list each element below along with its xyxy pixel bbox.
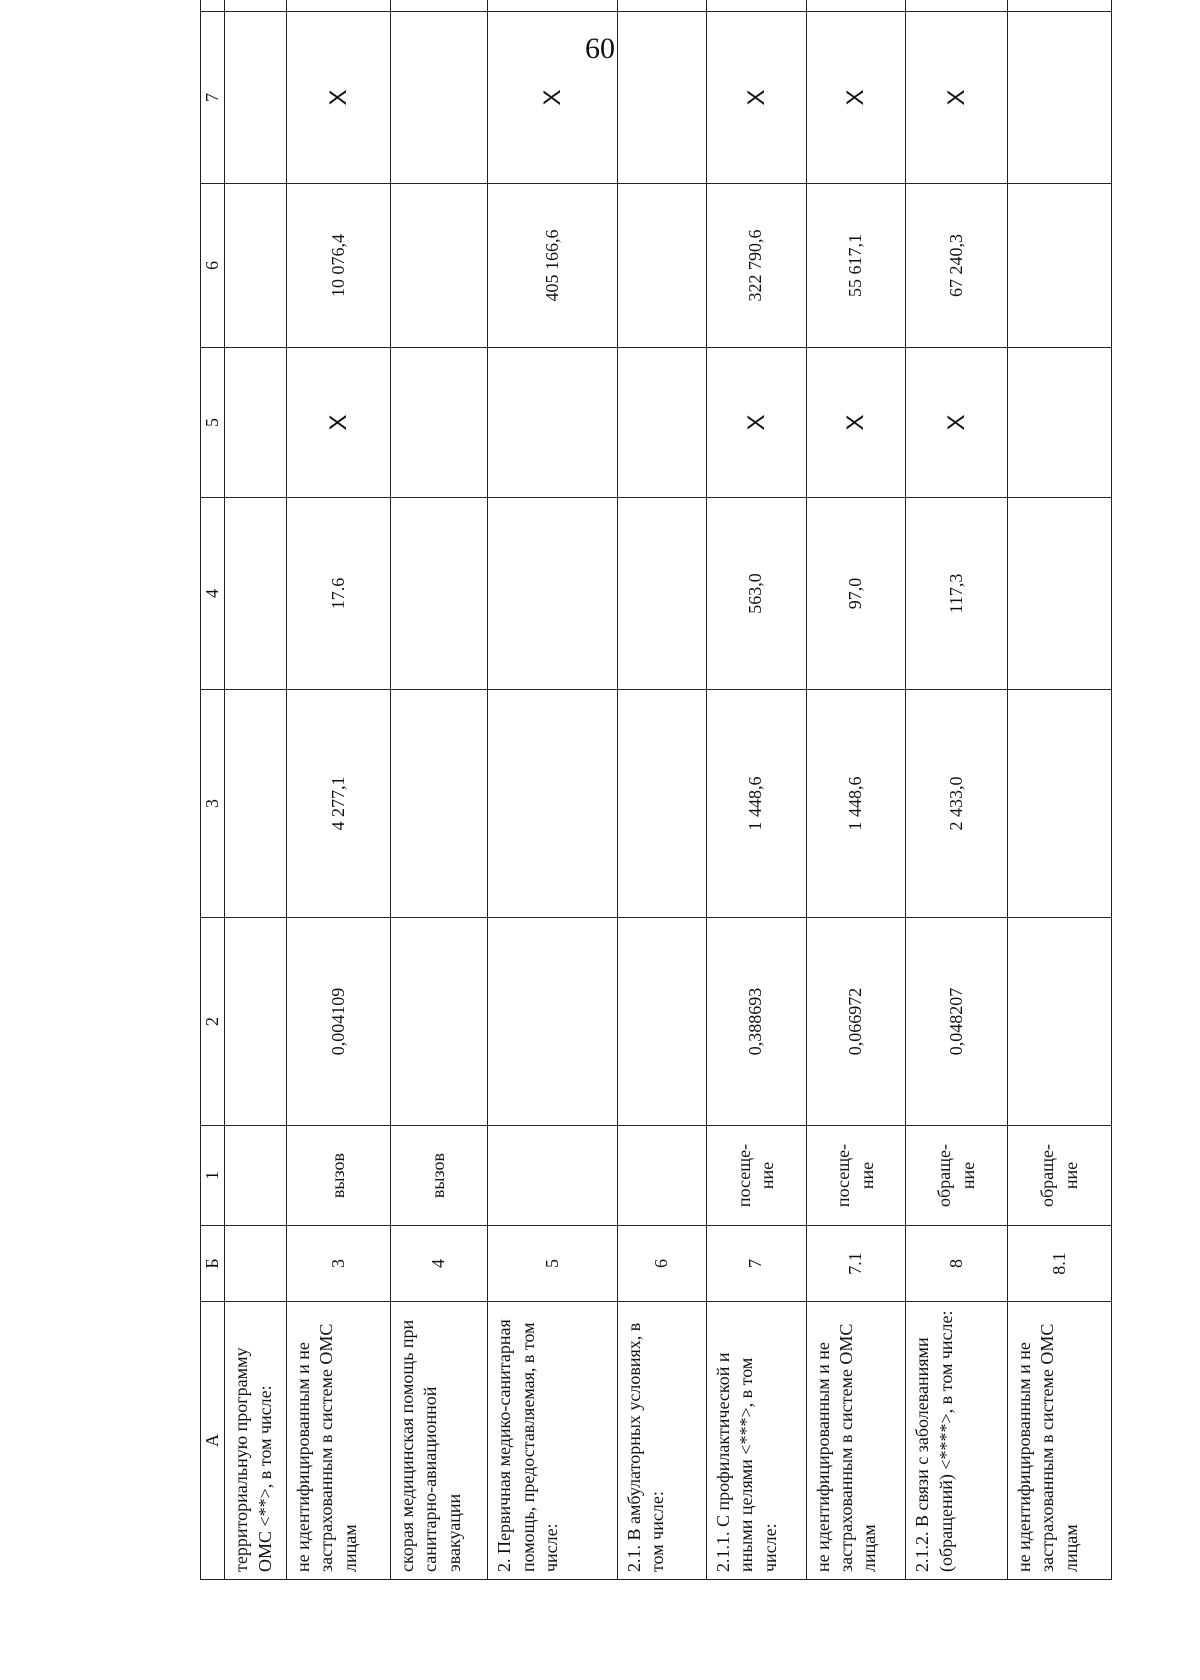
value-cell bbox=[225, 498, 287, 690]
value-cell bbox=[617, 12, 706, 184]
value-cell bbox=[617, 0, 706, 12]
data-table bbox=[200, 0, 1112, 1580]
value-cell bbox=[1008, 690, 1112, 918]
row-label: не идентифицированным и не застрахованным в системе ОМС лицам bbox=[286, 1302, 390, 1580]
value-cell: 0,004109 bbox=[286, 918, 390, 1126]
row-number: 7 bbox=[706, 1226, 806, 1302]
column-header: 7 bbox=[201, 12, 225, 184]
row-number: 6 bbox=[617, 1226, 706, 1302]
value-cell bbox=[225, 0, 287, 12]
value-cell bbox=[1008, 348, 1112, 498]
value-cell: X bbox=[286, 12, 390, 184]
header-row bbox=[201, 0, 225, 1580]
value-cell: 67 240,3 bbox=[906, 184, 1008, 348]
unit-cell: посеще-ние bbox=[806, 1126, 906, 1226]
value-cell: 1 448,6 bbox=[806, 690, 906, 918]
value-cell: X bbox=[806, 12, 906, 184]
column-header: А bbox=[201, 1302, 225, 1580]
value-cell: 563,0 bbox=[706, 498, 806, 690]
value-cell: 0,048207 bbox=[906, 918, 1008, 1126]
value-cell bbox=[488, 0, 617, 12]
unit-cell bbox=[488, 1126, 617, 1226]
value-cell: 0,388693 bbox=[706, 918, 806, 1126]
unit-cell bbox=[225, 1126, 287, 1226]
column-header bbox=[201, 0, 225, 12]
table-row bbox=[286, 0, 390, 1580]
value-cell: 2 433,0 bbox=[906, 690, 1008, 918]
row-number bbox=[225, 1226, 287, 1302]
table-row bbox=[906, 0, 1008, 1580]
value-cell bbox=[390, 348, 488, 498]
unit-cell: обраще-ние bbox=[1008, 1126, 1112, 1226]
value-cell: 322 790,6 bbox=[706, 184, 806, 348]
value-cell: X bbox=[906, 12, 1008, 184]
table-row bbox=[225, 0, 287, 1580]
value-cell bbox=[390, 184, 488, 348]
row-label: скорая медицинская помощь при санитарно-авиационной эвакуации bbox=[390, 1302, 488, 1580]
value-cell bbox=[488, 498, 617, 690]
value-cell bbox=[390, 12, 488, 184]
row-label: территориальную программу ОМС <**>, в том числе: bbox=[225, 1302, 287, 1580]
row-label: 2. Первичная медико-санитарная помощь, предоставляемая, в том числе: bbox=[488, 1302, 617, 1580]
column-header: 3 bbox=[201, 690, 225, 918]
row-number: 8 bbox=[906, 1226, 1008, 1302]
value-cell bbox=[806, 0, 906, 12]
column-header: Б bbox=[201, 1226, 225, 1302]
table-row bbox=[1008, 0, 1112, 1580]
table-row bbox=[617, 0, 706, 1580]
unit-cell bbox=[617, 1126, 706, 1226]
value-cell bbox=[390, 918, 488, 1126]
value-cell: 97,0 bbox=[806, 498, 906, 690]
value-cell bbox=[617, 498, 706, 690]
value-cell bbox=[1008, 918, 1112, 1126]
unit-cell: вызов bbox=[286, 1126, 390, 1226]
value-cell: X bbox=[806, 348, 906, 498]
value-cell: 405 166,6 bbox=[488, 184, 617, 348]
value-cell bbox=[390, 0, 488, 12]
column-header: 1 bbox=[201, 1126, 225, 1226]
value-cell: 0,066972 bbox=[806, 918, 906, 1126]
page-number: 60 bbox=[585, 32, 615, 65]
table-row bbox=[390, 0, 488, 1580]
value-cell: X bbox=[488, 12, 617, 184]
value-cell bbox=[617, 690, 706, 918]
value-cell bbox=[1008, 184, 1112, 348]
value-cell bbox=[225, 918, 287, 1126]
value-cell bbox=[286, 0, 390, 12]
value-cell bbox=[617, 918, 706, 1126]
value-cell: 10 076,4 bbox=[286, 184, 390, 348]
value-cell bbox=[390, 498, 488, 690]
value-cell: 17.6 bbox=[286, 498, 390, 690]
row-label: 2.1.2. В связи с заболеваниями (обращений) <****>, в том числе: bbox=[906, 1302, 1008, 1580]
row-number: 3 bbox=[286, 1226, 390, 1302]
row-label: 2.1. В амбулаторных условиях, в том числе: bbox=[617, 1302, 706, 1580]
row-label: не идентифицированным и не застрахованным в системе ОМС лицам bbox=[806, 1302, 906, 1580]
value-cell bbox=[488, 918, 617, 1126]
column-header: 2 bbox=[201, 918, 225, 1126]
value-cell bbox=[617, 348, 706, 498]
value-cell: X bbox=[706, 12, 806, 184]
value-cell bbox=[225, 12, 287, 184]
row-number: 5 bbox=[488, 1226, 617, 1302]
value-cell bbox=[1008, 12, 1112, 184]
table-row bbox=[488, 0, 617, 1580]
value-cell: 1 448,6 bbox=[706, 690, 806, 918]
rotated-table bbox=[200, 89, 1112, 1580]
value-cell bbox=[617, 184, 706, 348]
value-cell bbox=[488, 690, 617, 918]
value-cell: X bbox=[706, 348, 806, 498]
value-cell bbox=[906, 0, 1008, 12]
value-cell: 117,3 bbox=[906, 498, 1008, 690]
value-cell: X bbox=[286, 348, 390, 498]
row-number: 4 bbox=[390, 1226, 488, 1302]
row-label: не идентифицированным и не застрахованным в системе ОМС лицам bbox=[1008, 1302, 1112, 1580]
value-cell: 55 617,1 bbox=[806, 184, 906, 348]
value-cell bbox=[706, 0, 806, 12]
unit-cell: вызов bbox=[390, 1126, 488, 1226]
value-cell bbox=[1008, 498, 1112, 690]
value-cell bbox=[225, 184, 287, 348]
column-header: 5 bbox=[201, 348, 225, 498]
unit-cell: посеще-ние bbox=[706, 1126, 806, 1226]
table-container bbox=[200, 89, 1112, 1580]
row-number: 8.1 bbox=[1008, 1226, 1112, 1302]
column-header: 4 bbox=[201, 498, 225, 690]
value-cell bbox=[488, 348, 617, 498]
table-row bbox=[806, 0, 906, 1580]
value-cell: 4 277,1 bbox=[286, 690, 390, 918]
row-number: 7.1 bbox=[806, 1226, 906, 1302]
row-label: 2.1.1. С профилактической и иными целями <***>, в том числе: bbox=[706, 1302, 806, 1580]
value-cell bbox=[1008, 0, 1112, 12]
column-header: 6 bbox=[201, 184, 225, 348]
value-cell bbox=[225, 348, 287, 498]
table-row bbox=[706, 0, 806, 1580]
value-cell bbox=[390, 690, 488, 918]
unit-cell: обраще-ние bbox=[906, 1126, 1008, 1226]
value-cell: X bbox=[906, 348, 1008, 498]
value-cell bbox=[225, 690, 287, 918]
